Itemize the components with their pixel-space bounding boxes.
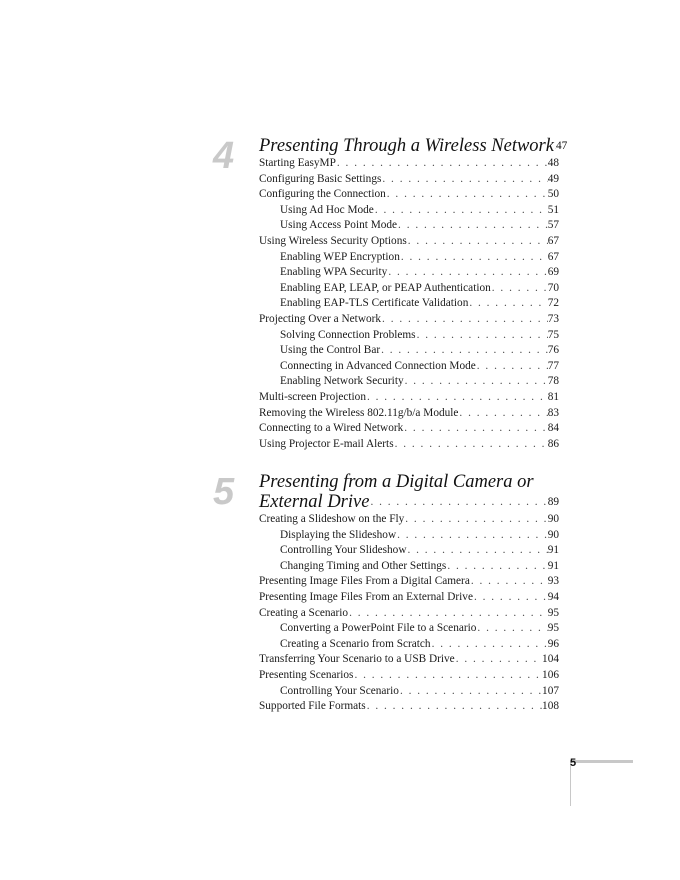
toc-entry[interactable] <box>259 250 559 266</box>
toc-entry-page: 94 <box>547 590 559 603</box>
toc-entry-label: Projecting Over a Network <box>259 312 382 325</box>
leader-dots <box>366 699 542 715</box>
toc-entry-label: Enabling WEP Encryption <box>280 250 400 263</box>
leader-dots <box>387 265 547 281</box>
page-number: 89 <box>547 496 559 508</box>
toc-entry-page: 90 <box>547 528 559 541</box>
toc-entry-label: Using Wireless Security Options <box>259 234 407 247</box>
leader-dots <box>446 559 547 575</box>
toc-entry-page: 77 <box>547 359 559 372</box>
leader-dots <box>400 250 548 266</box>
toc-entry[interactable] <box>259 437 559 453</box>
leader-dots <box>473 590 548 606</box>
toc-entry[interactable] <box>259 406 559 422</box>
page-number-footer: 5 <box>570 757 577 769</box>
toc-entry-page: 108 <box>542 700 559 713</box>
leader-dots <box>458 406 547 422</box>
toc-entry-page: 84 <box>547 422 559 435</box>
toc-entry-label: Transferring Your Scenario to a USB Drive <box>259 653 455 666</box>
toc-entry-label: Converting a PowerPoint File to a Scenario <box>280 622 477 635</box>
leader-dots <box>348 606 548 622</box>
leader-dots <box>470 574 548 590</box>
leader-dots <box>407 234 548 250</box>
leader-dots <box>366 390 548 406</box>
toc-entry-label: Solving Connection Problems <box>280 328 416 341</box>
chapter-title[interactable] <box>259 136 568 156</box>
toc-entry-page: 95 <box>547 606 559 619</box>
toc-entry-page: 49 <box>547 172 559 185</box>
toc-entry-label: Connecting to a Wired Network <box>259 422 404 435</box>
leader-dots <box>336 156 548 172</box>
toc-entry-label: Controlling Your Scenario <box>280 684 399 697</box>
toc-entry[interactable] <box>259 621 559 637</box>
toc-entry-label: Connecting in Advanced Connection Mode <box>280 359 476 372</box>
toc-entry[interactable] <box>259 699 559 715</box>
toc-entry[interactable] <box>259 343 559 359</box>
toc-entry-page: 67 <box>547 234 559 247</box>
toc-entries <box>259 512 559 715</box>
toc-entry-label: Enabling Network Security <box>280 375 404 388</box>
toc-entry[interactable] <box>259 218 559 234</box>
leader-dots <box>353 668 542 684</box>
leader-dots <box>404 374 548 390</box>
leader-dots <box>397 218 548 234</box>
leader-dots <box>381 172 547 188</box>
toc-entry-label: Presenting Image Files From a Digital Camera <box>259 575 470 588</box>
toc-entry-label: Configuring Basic Settings <box>259 172 382 185</box>
toc-entry[interactable] <box>259 390 559 406</box>
leader-dots <box>431 637 548 653</box>
toc-entry-label: Removing the Wireless 802.11g/b/a Module <box>259 406 459 419</box>
leader-dots <box>399 684 542 700</box>
toc-entry[interactable] <box>259 234 559 250</box>
toc-entry-page: 86 <box>547 437 559 450</box>
toc-entry-page: 91 <box>547 559 559 572</box>
toc-entry-label: Configuring the Connection <box>259 188 386 201</box>
toc-entry-page: 69 <box>547 266 559 279</box>
leader-dots <box>380 343 548 359</box>
chapter-title[interactable] <box>259 472 559 512</box>
toc-entry-page: 81 <box>547 390 559 403</box>
toc-entry[interactable] <box>259 668 559 684</box>
toc-entries <box>259 156 559 452</box>
toc-entry-label: Presenting Scenarios <box>259 668 354 681</box>
toc-entry-page: 107 <box>542 684 559 697</box>
toc-entry-page: 90 <box>547 513 559 525</box>
toc-entry[interactable] <box>259 156 559 172</box>
toc-entry[interactable] <box>259 281 559 297</box>
toc-entry-page: 67 <box>547 250 559 263</box>
leader-dots <box>476 359 548 375</box>
toc-entry[interactable] <box>259 637 559 653</box>
toc-entry-page: 106 <box>542 668 559 681</box>
toc-entry-label: Enabling EAP-TLS Certificate Validation <box>280 297 469 310</box>
toc-entry[interactable] <box>259 203 559 219</box>
toc-entry[interactable] <box>259 328 559 344</box>
page-number: 47 <box>555 140 568 152</box>
toc-entry[interactable] <box>259 590 559 606</box>
leader-dots <box>394 437 548 453</box>
leader-dots <box>455 652 542 668</box>
leader-dots <box>404 512 547 528</box>
leader-dots <box>369 492 547 512</box>
toc-entry-label: Using Access Point Mode <box>280 219 398 232</box>
toc-entry[interactable] <box>259 172 559 188</box>
toc-entry-page: 75 <box>547 328 559 341</box>
toc-entry[interactable] <box>259 296 559 312</box>
toc-entry-label: Displaying the Slideshow <box>280 528 397 541</box>
toc-entry-page: 70 <box>547 281 559 294</box>
toc-entry[interactable] <box>259 684 559 700</box>
toc-entry-label: Controlling Your Slideshow <box>280 544 407 557</box>
chapter-number: 5 <box>213 471 235 513</box>
toc-entry-label: Using the Control Bar <box>280 344 381 357</box>
toc-entry-page: 72 <box>547 297 559 310</box>
chapter-title-line: Presenting Through a Wireless Network <box>259 136 554 156</box>
toc-entry[interactable] <box>259 512 559 528</box>
toc-entry-page: 96 <box>547 637 559 650</box>
chapter-title-line: External Drive <box>259 492 370 512</box>
toc-entry-page: 95 <box>547 622 559 635</box>
toc-entry-label: Changing Timing and Other Settings <box>280 559 447 572</box>
toc-entry[interactable] <box>259 374 559 390</box>
toc-entry-label: Creating a Scenario <box>259 606 349 619</box>
leader-dots <box>396 528 548 544</box>
toc-entry-label: Presenting Image Files From an External Drive <box>259 590 473 603</box>
leader-dots <box>491 281 548 297</box>
toc-entry[interactable] <box>259 528 559 544</box>
leader-dots <box>386 187 548 203</box>
chapter-title-line: Presenting from a Digital Camera or <box>259 472 534 492</box>
toc-entry-page: 48 <box>547 157 559 169</box>
toc-entry-page: 93 <box>547 575 559 588</box>
toc-entry-label: Supported File Formats <box>259 700 366 713</box>
toc-entry[interactable] <box>259 421 559 437</box>
toc-entry[interactable] <box>259 606 559 622</box>
toc-entry-page: 51 <box>547 203 559 216</box>
toc-entry-page: 76 <box>547 344 559 357</box>
leader-dots <box>403 421 547 437</box>
toc-entry-label: Multi-screen Projection <box>259 390 366 403</box>
toc-entry[interactable] <box>259 574 559 590</box>
toc-entry-page: 78 <box>547 375 559 388</box>
chapter-number: 4 <box>213 135 235 177</box>
toc-entry[interactable] <box>259 559 559 575</box>
toc-entry[interactable] <box>259 359 559 375</box>
leader-dots <box>416 328 548 344</box>
toc-entry-label: Creating a Slideshow on the Fly <box>259 513 405 525</box>
toc-entry-label: Creating a Scenario from Scratch <box>280 637 431 650</box>
toc-entry[interactable] <box>259 652 559 668</box>
toc-entry-page: 91 <box>547 544 559 557</box>
toc-entry[interactable] <box>259 312 559 328</box>
toc-entry[interactable] <box>259 265 559 281</box>
toc-entry-page: 73 <box>547 312 559 325</box>
toc-entry-label: Enabling EAP, LEAP, or PEAP Authentication <box>280 281 491 294</box>
toc-entry[interactable] <box>259 543 559 559</box>
leader-dots <box>381 312 548 328</box>
toc-entry-page: 57 <box>547 219 559 232</box>
toc-entry-label: Starting EasyMP <box>259 157 336 169</box>
leader-dots <box>476 621 547 637</box>
toc-entry-label: Using Projector E-mail Alerts <box>259 437 394 450</box>
toc-entry-page: 83 <box>547 406 559 419</box>
toc-entry-label: Enabling WPA Security <box>280 266 388 279</box>
leader-dots <box>468 296 547 312</box>
toc-entry-page: 104 <box>542 653 559 666</box>
toc-entry-label: Using Ad Hoc Mode <box>280 203 374 216</box>
page-corner-rule <box>570 760 633 763</box>
leader-dots <box>406 543 547 559</box>
toc-entry-page: 50 <box>547 188 559 201</box>
leader-dots <box>374 203 548 219</box>
toc-entry[interactable] <box>259 187 559 203</box>
